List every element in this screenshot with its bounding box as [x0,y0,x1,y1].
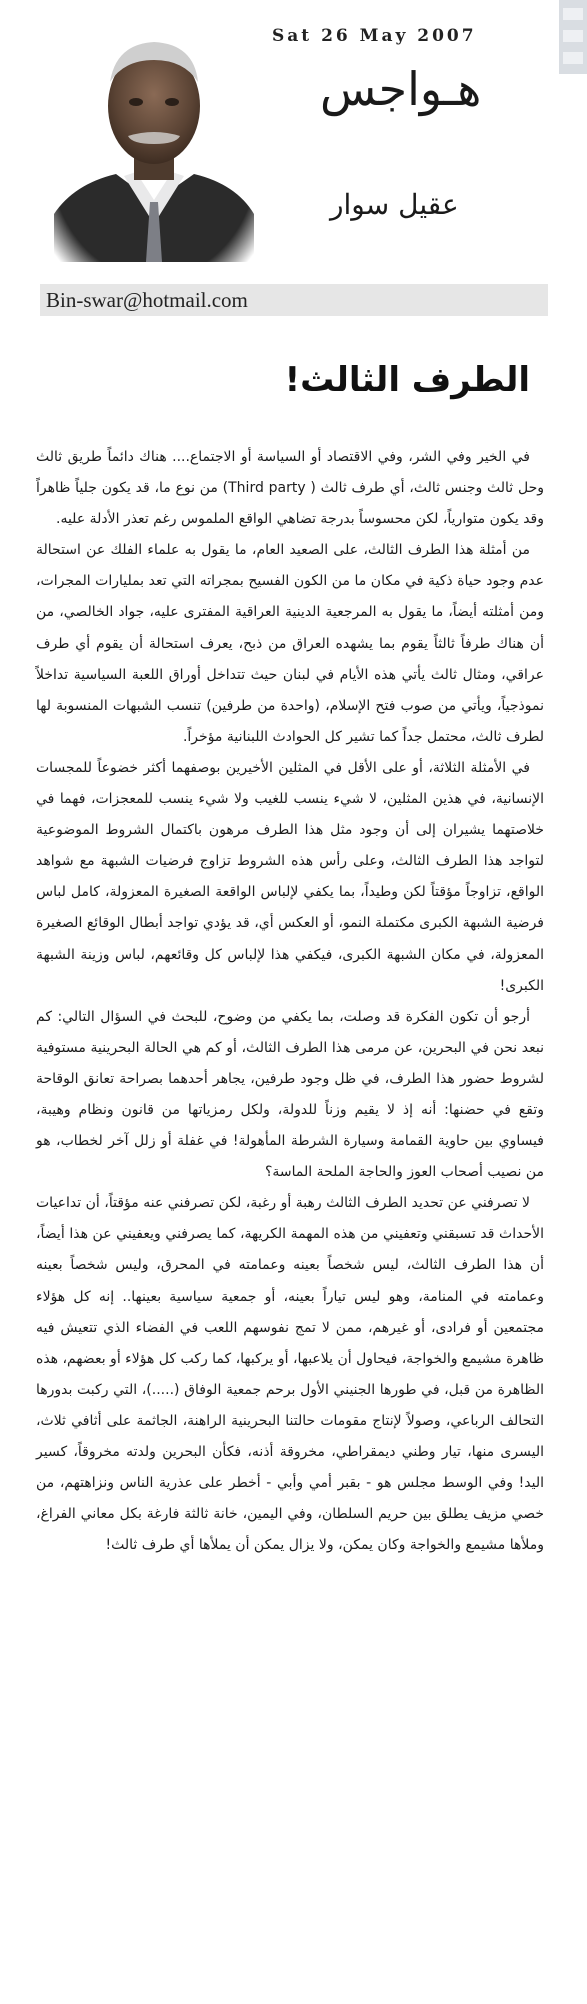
column-title: هـواجس [320,62,482,116]
author-portrait-illustration [54,24,254,262]
article-paragraph: لا تصرفني عن تحديد الطرف الثالث رهبة أو رغبة، لكن تصرفني عنه مؤقتاً، أن تداعيات الأحداث قد تسبقني وتعفيني من هذه المهمة الكريهة، كما يصرفني ويعفيني عن هذا أيضاً، أن هذا الطرف الثالث، ليس شخصاً بعينه وعمامته في المحرق، وليس شخصاً بعينه وعمامته في المنامة، وهو ليس تياراً بعينه، أو جمعية سياسية بعينها.. إنه كل هؤلاء مجتمعين أو فرادى، أو غيرهم، ممن لا تمج نفوسهم اللعب في الفضاء الذي تتعيش فيه ظاهرة مشيمع والخواجة، فيحاول أن يلاعبها، أو يركبها، كما ركب كل هؤلاء أو بعضهم، هذه الظاهرة من قبل، في طورها الجنيني الأول برحم جمعية الوفاق (.....)، التي ركبت بدورها التحالف الرباعي، وصولاً لإنتاج مقومات حالتنا البحرينية الراهنة، الجاثمة على أثافي ثلاث، اليسرى منها، تيار وطني ديمقراطي، مخروقة أذنه، فكأن البحرين ولدته مخروقاً، كسير اليد! وفي الوسط مجلس هو - بقبر أمي وأبي - أخطر على عذرية الناس ونزاهتهم، من خصي مزيف يطلق بين حريم السلطان، وفي اليمين، خانة ثالثة فارغة بكل معاني الفراغ، وملأها مشيمع والخواجة وكان يمكن، ولا يزال يمكن أن يملأها أي طرف ثالث! [36,1195,544,1554]
article-paragraph: في الأمثلة الثلاثة، أو على الأقل في المثلين الأخيرين بوصفهما أكثر خضوعاً للمجسات الإنسانية، في هذين المثلين، لا شيء ينسب للغيب ولا شيء ينسب للمعجزات، فهما في خلاصتهما يشيران إلى أن وجود مثل هذا الطرف مرهون باكتمال الشروط الموضوعية لتواجد هذا الطرف الثالث، وعلى رأس هذه الشروط تزاوج فرضيات الشبهة مع شواهد الواقع، تزاوجاً مؤقتاً لكن وطيداً، بما يكفي لإلباس الواقعة الصغيرة المعزولة، كامل لباس فرضية الشبهة الكبرى مكتملة النمو، أو العكس أي، قد يؤدي تواجد أبطال الوقائع الصغيرة المعزولة، في مكان الشبهة الكبرى، فيكفي هذا لإلباس كل وقائعهم، لباس وزينة الشبهة الكبرى! [36,759,544,994]
author-photo [54,24,254,262]
publication-date: Sat 26 May 2007 [272,26,477,46]
edge-strip-slot [563,52,583,64]
article-body [36,442,544,1561]
author-email-link[interactable]: Bin-swar@hotmail.com [46,288,248,312]
article-paragraph: من أمثلة هذا الطرف الثالث، على الصعيد العام، ما يقول به علماء الفلك عن استحالة عدم وجود حياة ذكية في مكان ما من الكون الفسيح بمجراته التي تعد بمليارات المجرات، ومن أمثلته أيضاً، ما يقول به المرجعية الدينية العراقية المفترى عليه، جواد الخالصي، من أن هناك طرفاً ثالثاً يقوم بما يشهده العراق من ذبح، يعرف استحالة أن يقوم أي طرف عراقي، ومثال ثالث يأتي هذه الأيام في لبنان حيث تتداخل أوراق اللعبة السياسية تداخلاً نموذجياً، ويأتي من صوب فتح الإسلام، (واحدة من طرفين) تنسب الشبهات المنسوبة لها لطرف ثالث، محتمل جداً كما تشير كل الحوادث اللبنانية مؤخراً. [36,542,544,745]
article-paragraph: في الخير وفي الشر، وفي الاقتصاد أو السياسة أو الاجتماع.... هناك دائماً طريق ثالث وحل ثالث وجنس ثالث، أي طرف ثالث ( Third party) من نوع ما، قد يكون جلياً ظاهراً وقد يكون متوارياً، لكن محسوساً بدرجة تضاهي الواقع الملموس رغم تعذر الأدلة عليه. [36,449,544,528]
article-paragraph: أرجو أن تكون الفكرة قد وصلت، بما يكفي من وضوح، للبحث في السؤال التالي: كم نبعد نحن في البحرين، عن مرمى هذا الطرف الثالث، أو كم هي الحالة البحرينية مستوفية لشروط حضور هذا الطرف، في ظل وجود طرفين، يجاهر أحدهما بصراحة تعانق الوقاحة وتقع في حضنها: أنه إذ لا يقيم وزناً للدولة، ولكل رمزياتها من قانون ونظام وهيبة، فيساوي بين حاوية القمامة وسيارة الشرطة المأهولة! في غفلة أو زلل آخر لخطاب، هو من نصيب أصحاب العوز والحاجة الملحة الماسة؟ [36,1008,544,1181]
email-bar [40,284,548,316]
edge-strip-slot [563,8,583,20]
page-edge-strip [559,0,587,74]
article-headline: الطرف الثالث! [284,360,530,400]
author-name: عقيل سوار [330,188,459,221]
edge-strip-slot [563,30,583,42]
